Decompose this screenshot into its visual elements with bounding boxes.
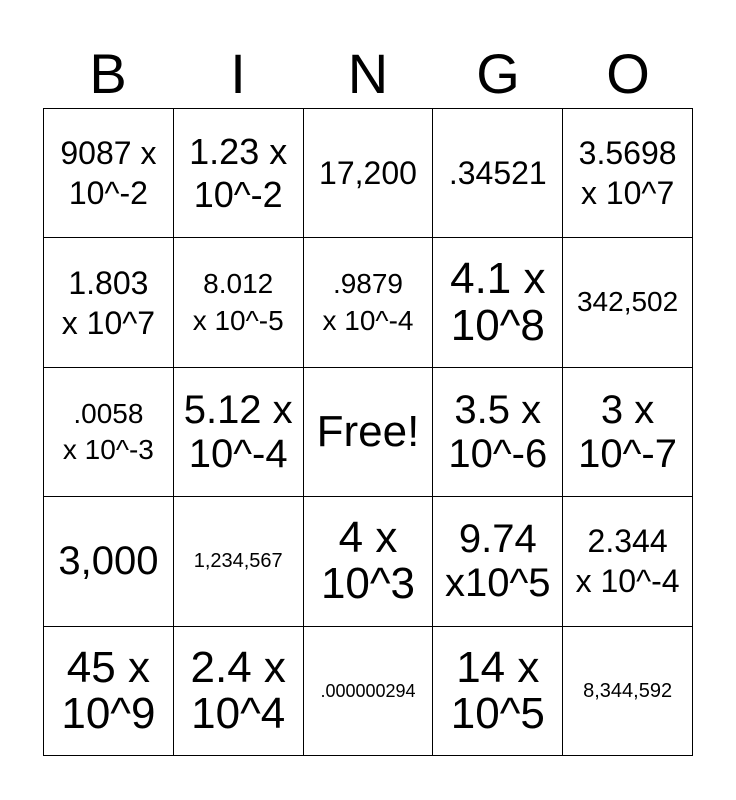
header-letter-i: I: [230, 42, 246, 105]
bingo-cell: 342,502: [563, 238, 693, 367]
bingo-cell: 3.5698 x 10^7: [563, 109, 693, 238]
bingo-cell: 1.803 x 10^7: [44, 238, 174, 367]
bingo-cell: .9879 x 10^-4: [304, 238, 434, 367]
bingo-board: [43, 108, 693, 756]
bingo-cell: 8,344,592: [563, 627, 693, 756]
header-letter-n: N: [347, 42, 389, 105]
bingo-cell: 3,000: [44, 497, 174, 626]
bingo-cell: 45 x 10^9: [44, 627, 174, 756]
bingo-cell: 3 x 10^-7: [563, 368, 693, 497]
header-letter-b: B: [89, 42, 127, 105]
bingo-cell: 5.12 x 10^-4: [174, 368, 304, 497]
bingo-cell: .000000294: [304, 627, 434, 756]
header-letter-o: O: [606, 42, 650, 105]
bingo-cell: 8.012 x 10^-5: [174, 238, 304, 367]
free-space: Free!: [304, 368, 434, 497]
bingo-cell: 2.4 x 10^4: [174, 627, 304, 756]
bingo-cell: 3.5 x 10^-6: [433, 368, 563, 497]
bingo-cell: 4 x 10^3: [304, 497, 434, 626]
bingo-cell: .34521: [433, 109, 563, 238]
bingo-cell: 9.74 x10^5: [433, 497, 563, 626]
bingo-cell: 4.1 x 10^8: [433, 238, 563, 367]
bingo-cell: 17,200: [304, 109, 434, 238]
header-letter-g: G: [476, 42, 520, 105]
bingo-cell: 9087 x 10^-2: [44, 109, 174, 238]
bingo-cell: .0058 x 10^-3: [44, 368, 174, 497]
bingo-cell: 1,234,567: [174, 497, 304, 626]
bingo-header: [43, 44, 693, 104]
bingo-cell: 2.344 x 10^-4: [563, 497, 693, 626]
bingo-cell: 1.23 x 10^-2: [174, 109, 304, 238]
bingo-cell: 14 x 10^5: [433, 627, 563, 756]
